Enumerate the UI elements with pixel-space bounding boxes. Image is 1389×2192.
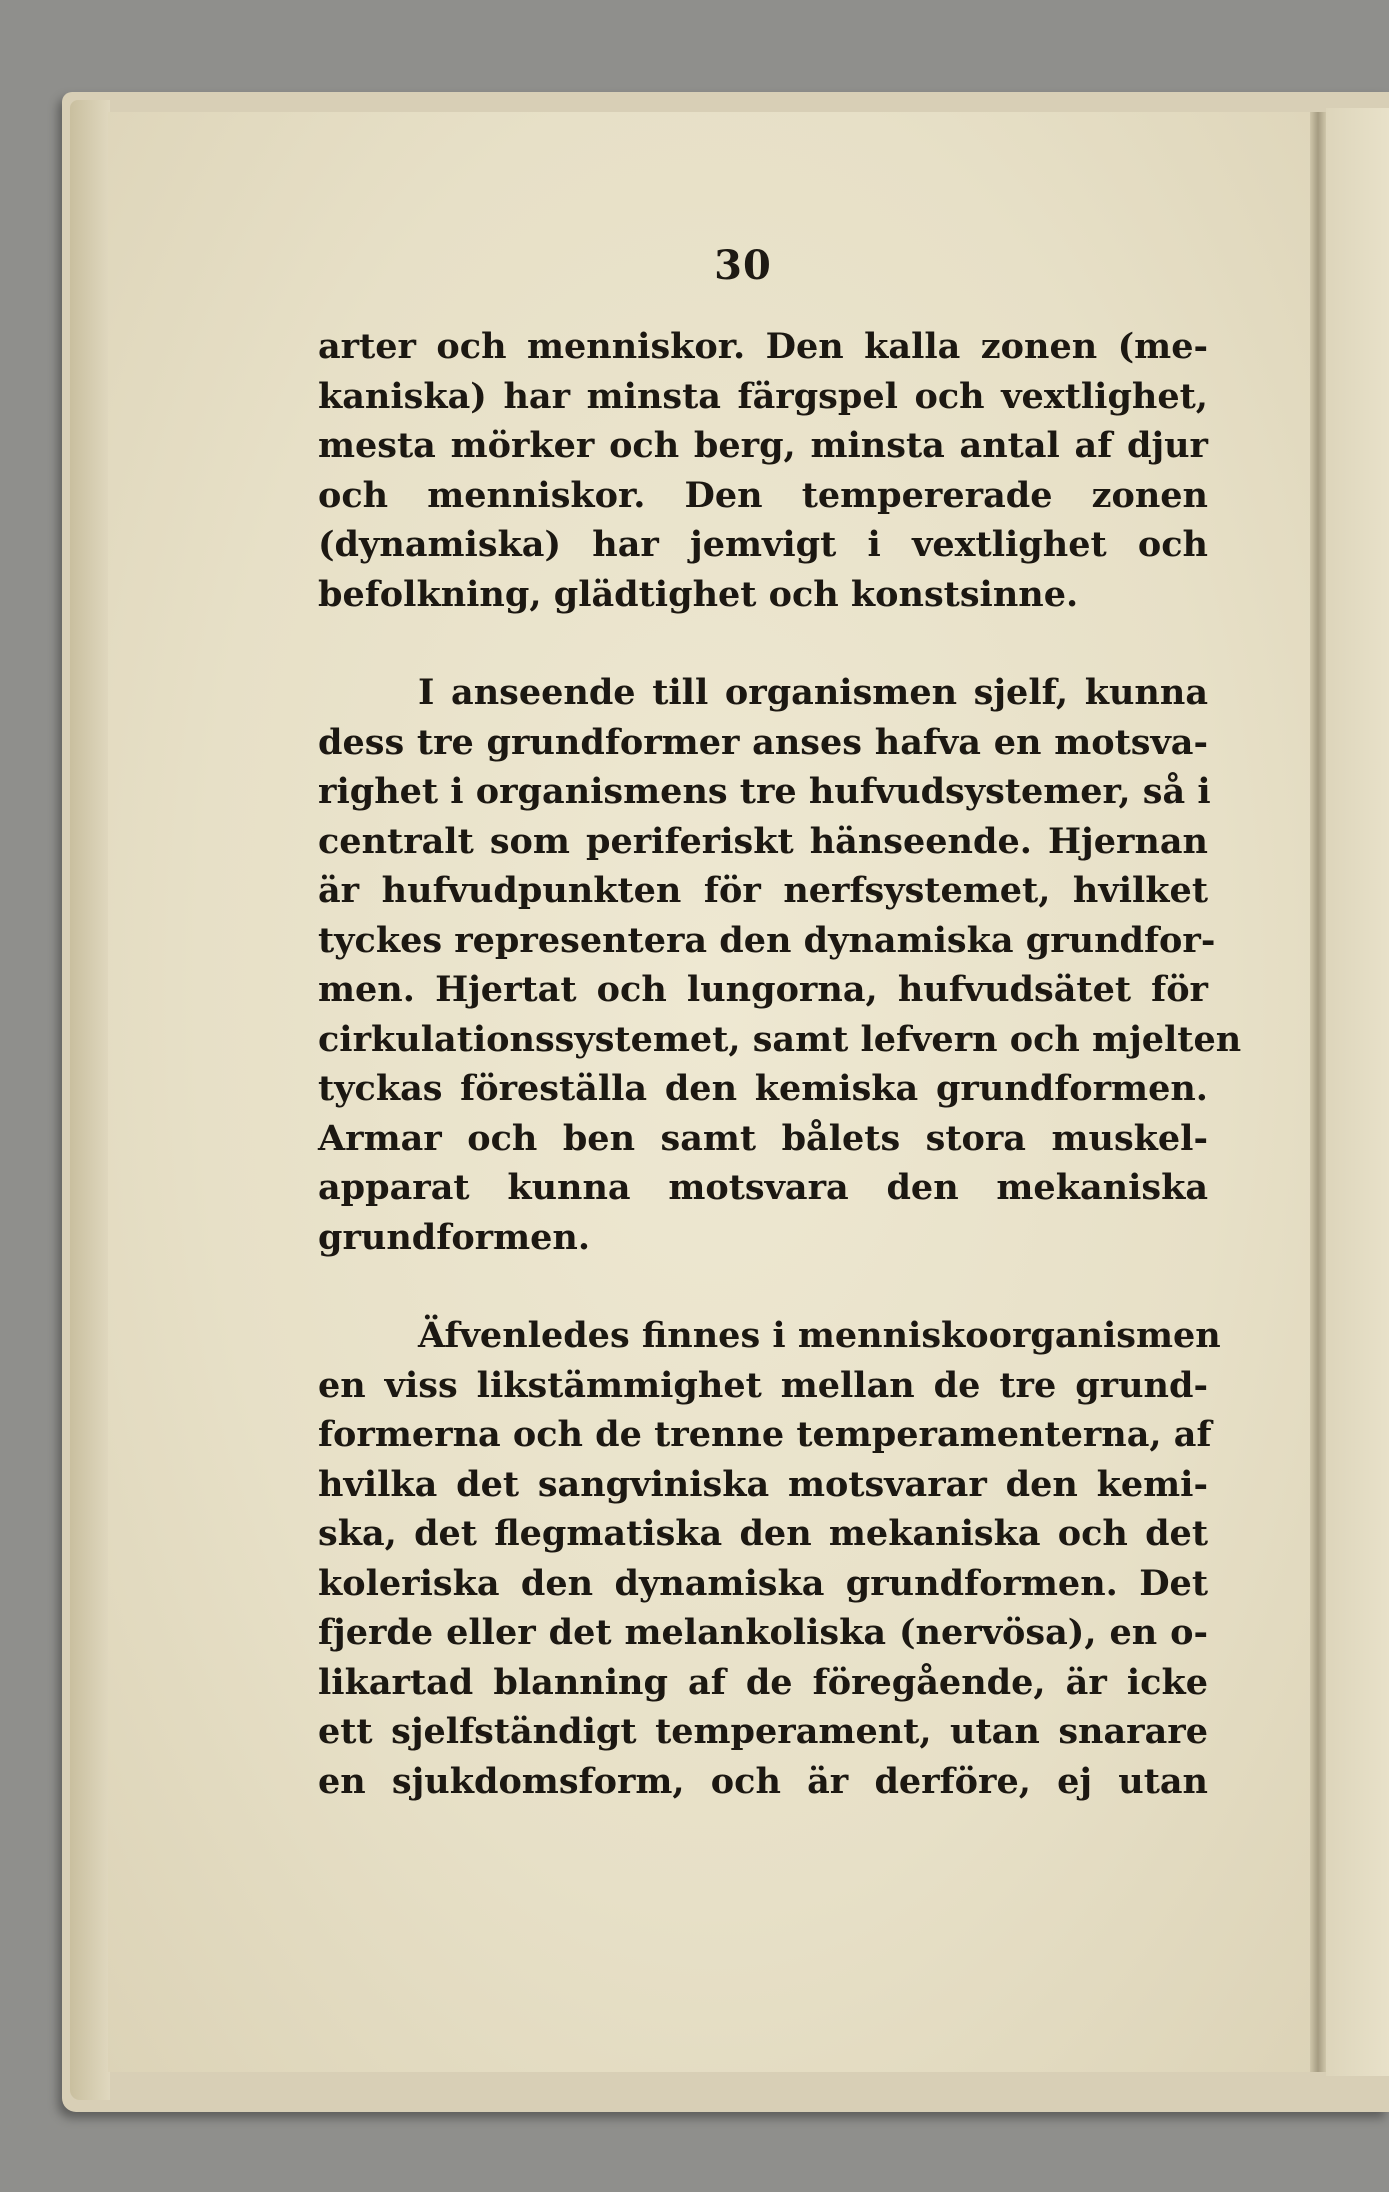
text-line: cirkulationssystemet, samt lefvern och mjelten xyxy=(318,1018,1242,1060)
text-line: kaniska) har minsta färgspel och vextlighet, xyxy=(318,375,1208,417)
paragraph-gap xyxy=(318,619,1208,668)
text-line: apparat kunna motsvara den mekaniska xyxy=(318,1167,1208,1208)
text-line: arter och menniskor. Den kalla zonen (me- xyxy=(318,326,1208,367)
text-line: en sjukdomsform, och är derföre, ej utan xyxy=(318,1760,1208,1802)
book-gutter xyxy=(1310,112,1326,2072)
text-line: ett sjelfständigt temperament, utan snarare xyxy=(318,1711,1208,1752)
page-edge xyxy=(70,100,110,2100)
text-line: I anseende till organismen sjelf, kunna xyxy=(418,672,1208,713)
text-line: koleriska den dynamiska grundformen. Det xyxy=(318,1562,1208,1604)
text-line: formerna och de trenne temperamenterna, af xyxy=(318,1414,1212,1455)
paragraph-gap xyxy=(318,1262,1208,1311)
text-line: mesta mörker och berg, minsta antal af djur xyxy=(318,425,1208,466)
text-line: hvilka det sangviniska motsvarar den kemi- xyxy=(318,1463,1208,1505)
text-line: men. Hjertat och lungorna, hufvudsätet för xyxy=(318,969,1208,1010)
text-line: och menniskor. Den tempererade zonen xyxy=(318,474,1208,516)
text-line: tyckas föreställa den kemiska grundformen. xyxy=(318,1068,1208,1109)
page-text xyxy=(318,322,1242,1806)
paragraph-1 xyxy=(318,322,1208,619)
text-line: (dynamiska) har jemvigt i vextlighet och xyxy=(318,524,1208,565)
facing-page-edge xyxy=(1326,108,1389,2076)
text-line: tyckes representera den dynamiska grundfor- xyxy=(318,919,1216,961)
text-line: ska, det flegmatiska den mekaniska och det xyxy=(318,1513,1208,1554)
text-line: centralt som periferiskt hänseende. Hjernan xyxy=(318,820,1208,862)
text-line: fjerde eller det melankoliska (nervösa), en o- xyxy=(318,1612,1208,1653)
page-number: 30 xyxy=(714,242,772,289)
paragraph-2 xyxy=(318,668,1242,1262)
text-line: likartad blanning af de föregående, är icke xyxy=(318,1661,1208,1703)
text-line: Äfvenledes finnes i menniskoorganismen xyxy=(418,1315,1221,1356)
paragraph-3 xyxy=(318,1311,1221,1806)
text-line: grundformen. xyxy=(318,1216,591,1258)
text-line: dess tre grundformer anses hafva en motsva- xyxy=(318,721,1208,763)
text-line: en viss likstämmighet mellan de tre grund- xyxy=(318,1364,1208,1406)
text-line: righet i organismens tre hufvudsystemer, så i xyxy=(318,771,1211,812)
text-line: är hufvudpunkten för nerfsystemet, hvilket xyxy=(318,870,1208,911)
text-line: Armar och ben samt bålets stora muskel- xyxy=(318,1117,1208,1159)
text-line: befolkning, glädtighet och konstsinne. xyxy=(318,573,1079,615)
